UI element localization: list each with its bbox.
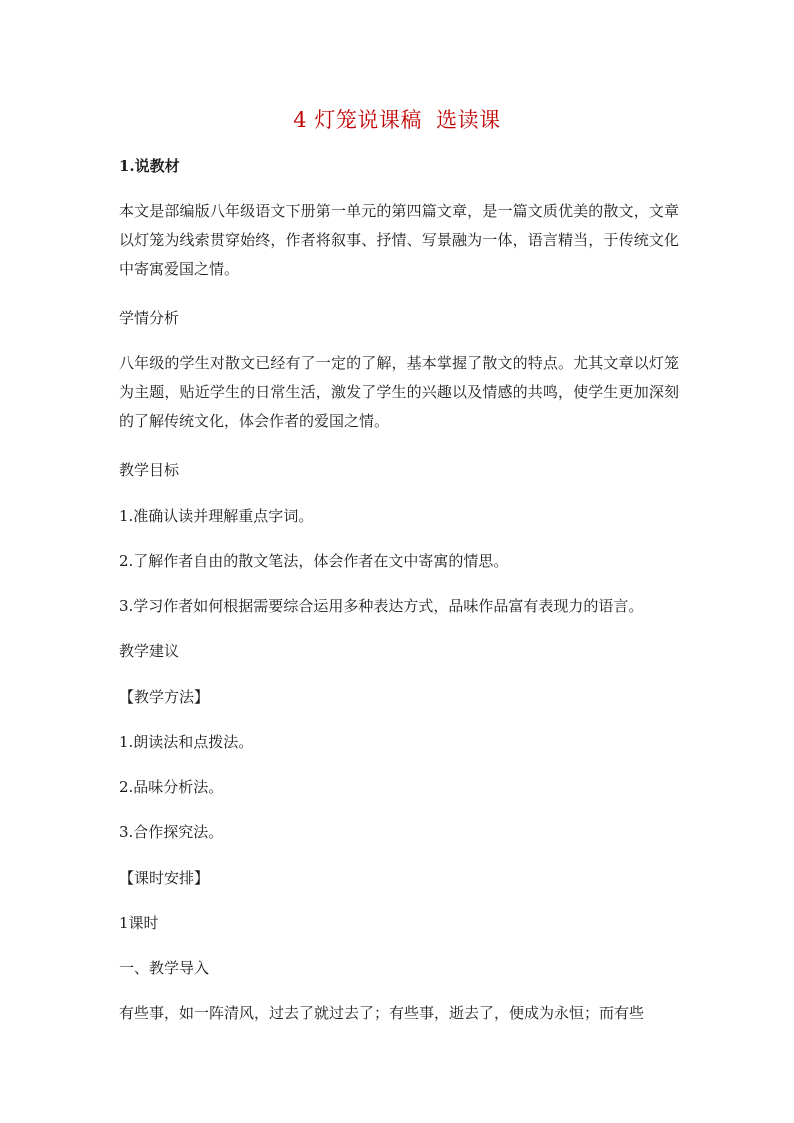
paragraph-student-analysis: 八年级的学生对散文已经有了一定的了解，基本掌握了散文的特点。尤其文章以灯笼为主题，贴近学生的日常生活，激发了学生的兴趣以及情感的共鸣，使学生更加深刻的了解传统文化，体会作者的爱国之情。 <box>119 354 679 430</box>
heading-teaching-suggestions: 教学建议 <box>119 642 180 660</box>
method-item-3: 3.合作探究法。 <box>119 823 224 841</box>
heading-class-schedule: 【课时安排】 <box>119 869 210 887</box>
section-heading-textbook: 1.说教材 <box>119 157 180 175</box>
paragraph-textbook-intro: 本文是部编版八年级语文下册第一单元的第四篇文章，是一篇文质优美的散文，文章以灯笼为线索贯穿始终，作者将叙事、抒情、写景融为一体，语言精当，于传统文化中寄寓爱国之情。 <box>119 202 679 278</box>
method-item-1: 1.朗读法和点拨法。 <box>119 733 254 751</box>
heading-teaching-methods: 【教学方法】 <box>119 688 210 706</box>
method-item-2: 2.品味分析法。 <box>119 778 224 796</box>
heading-teaching-goals: 教学目标 <box>119 461 180 479</box>
heading-lesson-intro: 一、教学导入 <box>119 959 210 977</box>
heading-student-analysis: 学情分析 <box>119 309 180 327</box>
document-title: 4 灯笼说课稿 选读课 <box>293 108 501 132</box>
paragraph-lesson-intro: 有些事，如一阵清风，过去了就过去了；有些事，逝去了，便成为永恒；而有些 <box>119 1004 645 1022</box>
class-hours: 1课时 <box>119 914 159 932</box>
goal-item-3: 3.学习作者如何根据需要综合运用多种表达方式，品味作品富有表现力的语言。 <box>119 597 644 615</box>
goal-item-2: 2.了解作者自由的散文笔法，体会作者在文中寄寓的情思。 <box>119 552 509 570</box>
goal-item-1: 1.准确认读并理解重点字词。 <box>119 507 314 525</box>
